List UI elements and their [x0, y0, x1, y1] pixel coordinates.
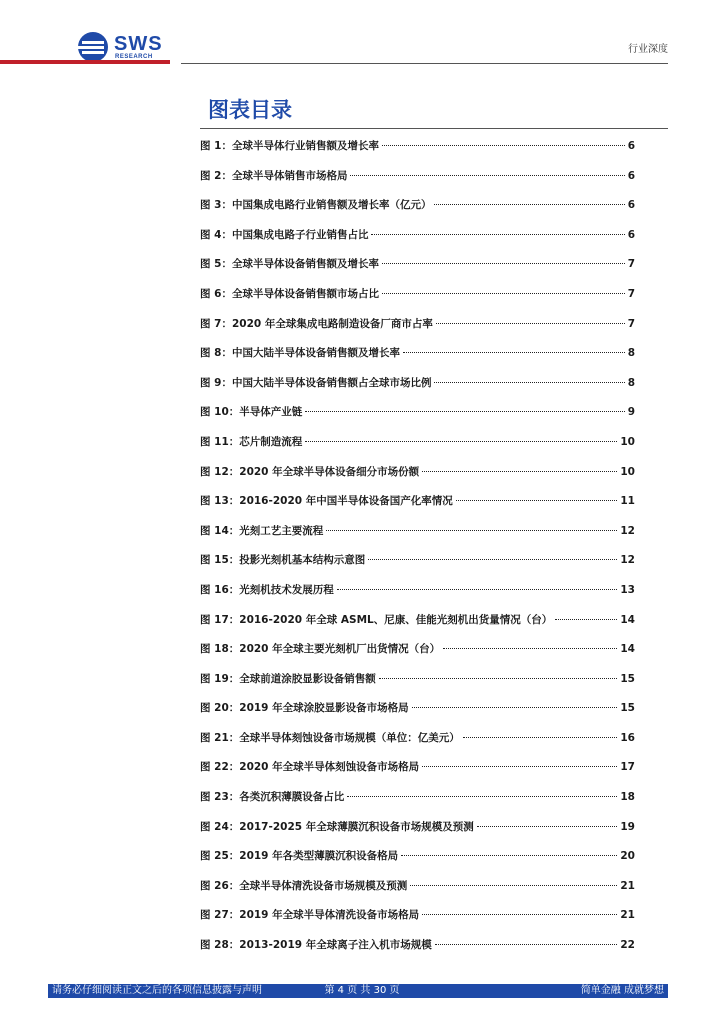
toc-leader-dots	[434, 204, 624, 205]
toc-entry-label: 图 21：全球半导体刻蚀设备市场规模（单位：亿美元）	[200, 731, 460, 744]
toc-leader-dots	[379, 678, 618, 679]
toc-entry-page: 7	[627, 317, 635, 330]
report-type-label: 行业深度	[628, 44, 668, 55]
toc-entry-label: 图 11：芯片制造流程	[200, 435, 303, 448]
toc-entry-label: 图 3：中国集成电路行业销售额及增长率（亿元）	[200, 199, 432, 212]
toc-leader-dots	[350, 175, 624, 176]
footer-page-info: 第 4 页 共 30 页	[324, 985, 400, 996]
toc-entry-page: 18	[620, 791, 635, 804]
toc-entry[interactable]	[200, 523, 635, 553]
toc-leader-dots	[410, 885, 617, 886]
toc-entry-page: 9	[627, 406, 635, 419]
toc-entry-label: 图 25：2019 年各类型薄膜沉积设备格局	[200, 850, 399, 863]
toc-title-rule	[200, 128, 668, 129]
toc-entry[interactable]	[200, 907, 635, 937]
toc-leader-dots	[456, 500, 618, 501]
footer-disclaimer: 请务必仔细阅读正文之后的各项信息披露与声明	[52, 985, 262, 996]
toc-entry-label: 图 24：2017-2025 年全球薄膜沉积设备市场规模及预测	[200, 820, 474, 833]
toc-entry-page: 15	[620, 672, 635, 685]
toc-leader-dots	[371, 234, 624, 235]
toc-entry[interactable]	[200, 493, 635, 523]
toc-leader-dots	[422, 766, 617, 767]
toc-entry-page: 13	[620, 583, 635, 596]
toc-entry-label: 图 16：光刻机技术发展历程	[200, 583, 334, 596]
toc-entry-label: 图 4：中国集成电路子行业销售占比	[200, 228, 369, 241]
toc-leader-dots	[337, 589, 618, 590]
toc-entry-page: 21	[620, 909, 635, 922]
toc-entry[interactable]	[200, 256, 635, 286]
toc-entry[interactable]	[200, 286, 635, 316]
toc-entry-page: 8	[627, 347, 635, 360]
toc-leader-dots	[435, 944, 618, 945]
toc-entry-page: 6	[627, 228, 635, 241]
toc-entry[interactable]	[200, 168, 635, 198]
toc-leader-dots	[368, 559, 617, 560]
toc-leader-dots	[347, 796, 617, 797]
toc-entry-page: 11	[620, 495, 635, 508]
toc-entry-page: 16	[620, 731, 635, 744]
toc-entry-label: 图 8：中国大陆半导体设备销售额及增长率	[200, 347, 400, 360]
toc-entry[interactable]	[200, 819, 635, 849]
toc-entry-label: 图 6：全球半导体设备销售额市场占比	[200, 287, 379, 300]
toc-leader-dots	[382, 263, 625, 264]
toc-entry-label: 图 20：2019 年全球涂胶显影设备市场格局	[200, 702, 409, 715]
toc-leader-dots	[422, 471, 617, 472]
toc-entry-label: 图 19：全球前道涂胶显影设备销售额	[200, 672, 376, 685]
toc-entry-page: 20	[620, 850, 635, 863]
header-rule	[181, 63, 668, 64]
toc-entry-page: 14	[620, 643, 635, 656]
toc-entry-label: 图 15：投影光刻机基本结构示意图	[200, 554, 366, 567]
toc-entry[interactable]	[200, 138, 635, 168]
toc-entry-label: 图 26：全球半导体清洗设备市场规模及预测	[200, 879, 408, 892]
toc-title: 图表目录	[208, 98, 292, 122]
toc-entry[interactable]	[200, 759, 635, 789]
toc-entry-label: 图 7：2020 年全球集成电路制造设备厂商市占率	[200, 317, 433, 330]
toc-entry-page: 7	[627, 287, 635, 300]
logo-subtext: RESEARCH	[115, 54, 153, 60]
toc-entry[interactable]	[200, 316, 635, 346]
toc-leader-dots	[443, 648, 617, 649]
footer-slogan: 简单金融 成就梦想	[580, 985, 664, 996]
toc-entry-label: 图 2：全球半导体销售市场格局	[200, 169, 348, 182]
toc-leader-dots	[555, 619, 617, 620]
toc-entry[interactable]	[200, 464, 635, 494]
toc-leader-dots	[412, 707, 618, 708]
toc-entry-page: 21	[620, 879, 635, 892]
toc-entry-label: 图 14：光刻工艺主要流程	[200, 524, 324, 537]
toc-entry-page: 22	[620, 939, 635, 952]
toc-entry[interactable]	[200, 434, 635, 464]
toc-entry[interactable]	[200, 612, 635, 642]
toc-entry-label: 图 5：全球半导体设备销售额及增长率	[200, 258, 379, 271]
toc-leader-dots	[305, 411, 624, 412]
toc-entry-label: 图 9：中国大陆半导体设备销售额占全球市场比例	[200, 376, 432, 389]
toc-entry[interactable]	[200, 671, 635, 701]
toc-entry[interactable]	[200, 345, 635, 375]
toc-leader-dots	[382, 293, 625, 294]
toc-entry-label: 图 1：全球半导体行业销售额及增长率	[200, 140, 379, 152]
toc-leader-dots	[434, 382, 624, 383]
toc-entry-page: 8	[627, 376, 635, 389]
toc-entry-label: 图 12：2020 年全球半导体设备细分市场份额	[200, 465, 420, 478]
toc-entry[interactable]	[200, 227, 635, 257]
toc-leader-dots	[422, 914, 617, 915]
toc-entry-page: 12	[620, 524, 635, 537]
toc-entry[interactable]	[200, 404, 635, 434]
toc-entry-label: 图 22：2020 年全球半导体刻蚀设备市场格局	[200, 761, 420, 774]
toc-entry-label: 图 23：各类沉积薄膜设备占比	[200, 791, 345, 804]
toc-leader-dots	[403, 352, 625, 353]
toc-leader-dots	[326, 530, 617, 531]
toc-entry-label: 图 28：2013-2019 年全球离子注入机市场规模	[200, 939, 432, 952]
toc-entry[interactable]	[200, 582, 635, 612]
toc-entry-label: 图 10：半导体产业链	[200, 406, 303, 419]
toc-entry-page: 10	[620, 465, 635, 478]
toc-leader-dots	[477, 826, 618, 827]
toc-entry[interactable]	[200, 730, 635, 760]
toc-entry-label: 图 18：2020 年全球主要光刻机厂出货情况（台）	[200, 643, 441, 656]
toc-entry-page: 6	[627, 199, 635, 212]
toc-entry-page: 19	[620, 820, 635, 833]
toc-leader-dots	[382, 145, 625, 146]
sws-logo-icon	[76, 30, 110, 64]
toc-entry-label: 图 17：2016-2020 年全球 ASML、尼康、佳能光刻机出货量情况（台）	[200, 613, 553, 626]
toc-entry[interactable]	[200, 375, 635, 405]
toc-leader-dots	[305, 441, 617, 442]
toc-entry[interactable]	[200, 641, 635, 671]
toc-entry[interactable]	[200, 848, 635, 878]
toc-entry-label: 图 13：2016-2020 年中国半导体设备国产化率情况	[200, 495, 453, 508]
toc-entry-label: 图 27：2019 年全球半导体清洗设备市场格局	[200, 909, 420, 922]
toc-entry[interactable]	[200, 552, 635, 582]
toc-entry-page: 7	[627, 258, 635, 271]
toc-entry-page: 6	[627, 169, 635, 182]
toc-entry[interactable]	[200, 789, 635, 819]
toc-entry[interactable]	[200, 937, 635, 967]
header-accent-rule	[0, 60, 170, 64]
toc-entry[interactable]	[200, 700, 635, 730]
toc-entry-page: 15	[620, 702, 635, 715]
toc-leader-dots	[436, 323, 625, 324]
toc-entry-page: 6	[627, 140, 635, 152]
logo-text: SWS	[114, 33, 163, 55]
toc-entry[interactable]	[200, 197, 635, 227]
toc-list	[200, 138, 635, 967]
toc-entry[interactable]	[200, 878, 635, 908]
toc-entry-page: 10	[620, 435, 635, 448]
toc-leader-dots	[463, 737, 618, 738]
toc-entry-page: 17	[620, 761, 635, 774]
toc-leader-dots	[401, 855, 617, 856]
toc-entry-page: 12	[620, 554, 635, 567]
toc-entry-page: 14	[620, 613, 635, 626]
